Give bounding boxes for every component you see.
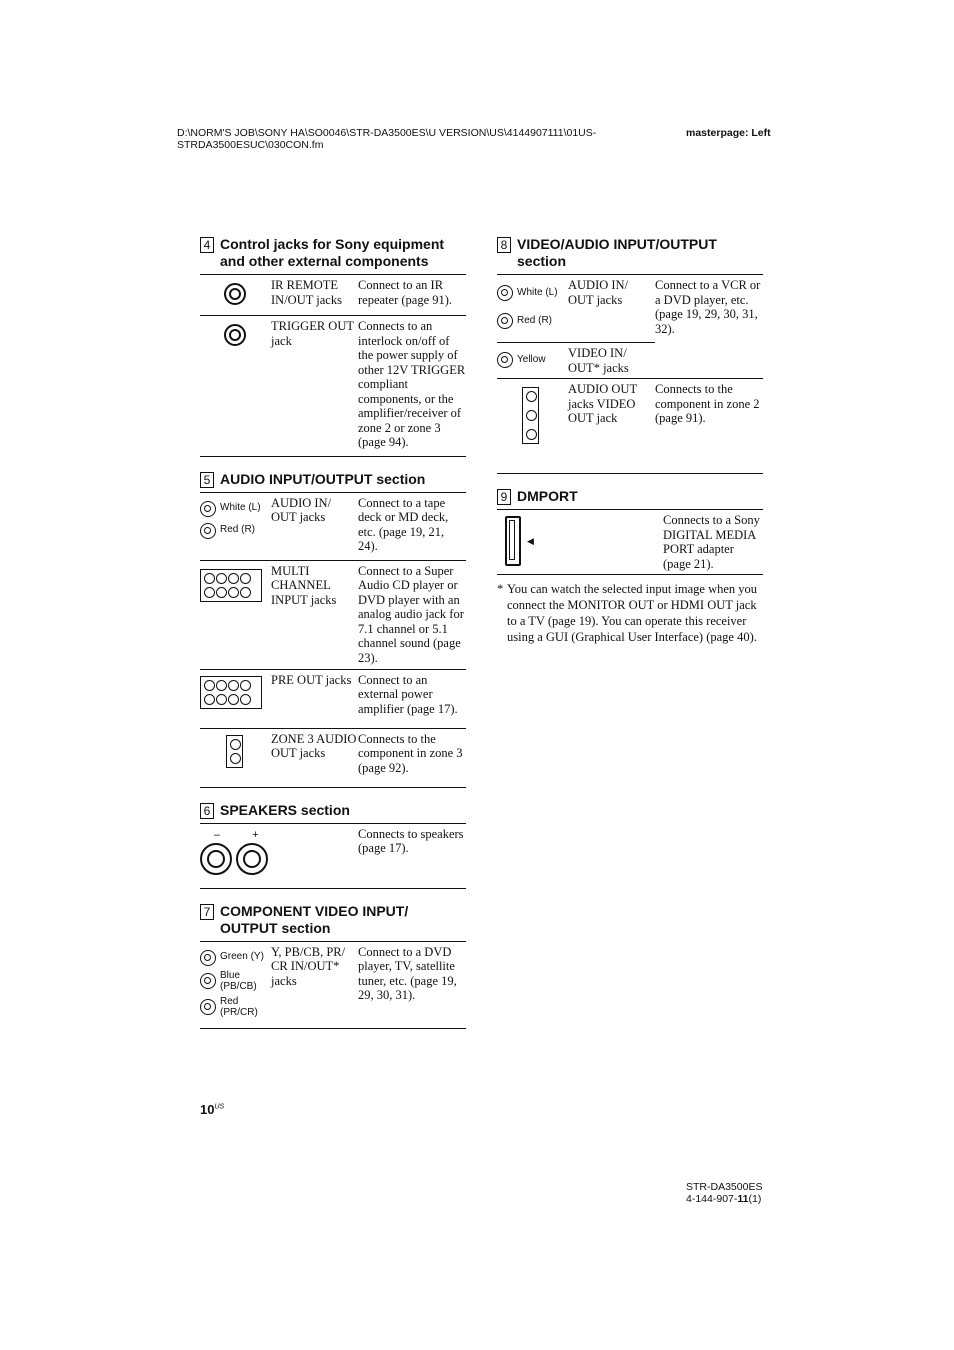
jack-description: Connects to a Sony DIGITAL MEDIA PORT adapter (page 21). [663,513,760,571]
section-title-text: AUDIO INPUT/OUTPUT section [220,470,426,487]
section-6-table [200,823,466,889]
trigger-jack-icon [200,316,270,456]
section-title-text: VIDEO/AUDIO INPUT/OUTPUT section [517,236,717,269]
jack-name: IR REMOTE IN/OUT jacks [271,278,342,307]
ir-jack-icon [200,275,270,315]
section-5-table [200,492,466,788]
table-row [200,729,466,787]
footnote-star: * [497,582,504,596]
section-4-table [200,274,466,457]
section-4-title [200,236,466,270]
jack-description: Connects to an interlock on/off of the power supply of other 12V TRIGGER compliant components, or the amplifier/receiver of zone 2 or zone 3 (page 94). [358,319,466,449]
jack-description: Connects to the component in zone 2 (page 91). [655,382,760,425]
jack-description [655,342,763,378]
jack-red-icon [200,996,270,1018]
section-number: 4 [200,237,214,253]
jack-label: Green (Y) [220,951,264,963]
multi-channel-panel-icon [200,561,270,669]
part-bold: 11 [737,1193,749,1205]
jack-name: TRIGGER OUT jack [271,319,354,348]
dmport-connector-icon [497,510,575,574]
jack-label: White (L) [220,502,261,514]
jack-white-icon [497,285,567,301]
section-title-text: Control jacks for Sony equipment and other external components [220,236,445,269]
footer-part-number [686,1193,762,1205]
jack-name: AUDIO IN/ OUT jacks [568,278,629,307]
jack-name: Y, PB/CB, PR/ CR IN/OUT* jacks [271,944,346,988]
jack-name: ZONE 3 AUDIO OUT jacks [271,731,357,760]
jack-name-empty [270,824,358,888]
section-8-table [497,274,763,474]
footer-model: STR-DA3500ES [686,1181,763,1193]
speaker-terminals-icon [200,824,270,888]
footnote [497,581,763,645]
section-7-table [200,941,466,1029]
jack-yellow-icon [497,352,567,368]
section-title-text: DMPORT [517,488,578,504]
jack-description: Connect to a DVD player, TV, satellite tuner, etc. (page 19, 29, 30, 31). [358,944,457,1002]
part-prefix: 4-144-907- [686,1193,738,1205]
footnote-text: You can watch the selected input image when you connect the MONITOR OUT or HDMI OUT jack to a TV (page 19). You can operate this receiver using a GUI (Graphical User Interface) (page 40). [507,582,758,644]
table-row [200,493,466,561]
section-number: 9 [497,489,511,505]
right-column [497,236,763,645]
jack-red-icon [497,313,567,329]
video-jack-icon [497,342,567,378]
jack-name-empty [575,510,663,574]
jack-blue-icon [200,970,270,992]
section-9-table [497,509,763,575]
jack-name: PRE OUT jacks [271,672,352,687]
jack-name: AUDIO IN/ OUT jacks [271,495,332,524]
table-row [200,561,466,670]
section-number: 7 [200,904,214,920]
jack-description: Connect to an IR repeater (page 91). [358,278,453,307]
table-row [497,379,763,473]
jack-description: Connects to the component in zone 3 (page 92). [358,731,463,775]
jack-name: VIDEO IN/ OUT* jacks [567,342,655,378]
file-path-header: D:\NORM'S JOB\SONY HA\SO0046\STR-DA3500ES\U VERSION\US\4144907111\01US-STRDA3500ESUC\030CON.fm [177,127,597,151]
section-9-title [497,488,763,505]
table-row [497,342,763,379]
section-7-title [200,903,466,937]
part-suffix: (1) [748,1193,762,1205]
arrow-left-icon: ◀ [527,535,534,546]
jack-description: Connect to an external power amplifier (page 17). [358,672,458,716]
audio-jacks-icon [200,493,270,560]
table-row [200,824,466,888]
section-number: 8 [497,237,511,253]
jack-name: AUDIO OUT jacks VIDEO OUT jack [568,382,637,425]
jack-description: Connect to a Super Audio CD player or DVD player with an analog audio jack for 7.1 channel or 5.1 channel sound (page 23). [358,563,464,665]
jack-label: Yellow [517,353,546,365]
table-row [497,275,763,342]
component-video-jacks-icon [200,942,270,1028]
table-row [200,942,466,1028]
jack-green-icon [200,950,270,966]
section-number: 5 [200,472,214,488]
jack-description: Connects to speakers (page 17). [358,826,464,855]
section-title-text: COMPONENT VIDEO INPUT/ OUTPUT section [220,902,409,936]
jack-red-icon [200,523,270,539]
section-title-text: SPEAKERS section [220,801,350,818]
table-row [200,316,466,456]
page-number [200,1102,224,1117]
left-column [200,236,466,1029]
section-5-title [200,471,466,488]
jack-label: Red (R) [517,314,553,326]
plus-sign: + [252,828,259,841]
zone3-panel-icon [200,729,270,787]
section-number: 6 [200,803,214,819]
jack-label: White (L) [517,286,558,298]
section-8-title [497,236,763,270]
minus-sign: – [214,828,221,841]
pre-out-panel-icon [200,670,270,728]
jack-label: Blue (PB/CB) [220,969,257,992]
jack-label: Red (PR/CR) [220,995,258,1018]
jack-description: Connect to a VCR or a DVD player, etc. (page 19, 29, 30, 31, 32). [655,278,761,336]
jack-white-icon [200,501,270,517]
jack-name: MULTI CHANNEL INPUT jacks [271,563,337,607]
table-row [497,510,763,574]
table-row [200,670,466,729]
jack-label: Red (R) [220,524,256,536]
page-number-value: 10 [200,1102,215,1117]
table-row [200,275,466,316]
masterpage-label: masterpage: Left [686,127,771,139]
zone2-panel-icon [497,379,567,473]
jack-description: Connect to a tape deck or MD deck, etc. (page 19, 21, 24). [358,495,449,553]
section-6-title [200,802,466,819]
page-number-suffix: US [214,1103,225,1111]
footer-code [686,1181,762,1205]
audio-jacks-icon [497,275,567,342]
